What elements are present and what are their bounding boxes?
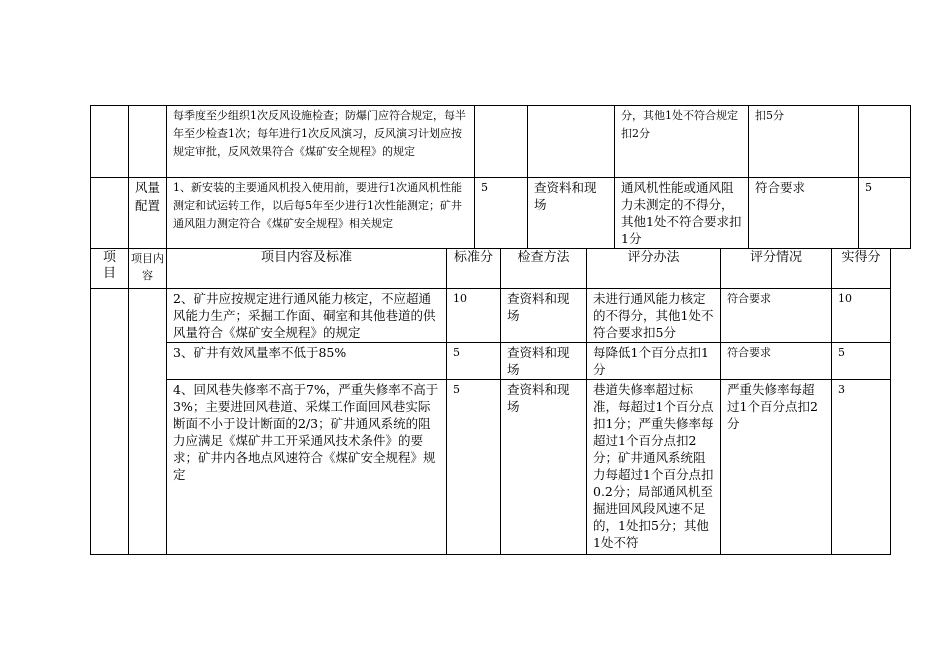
rule-cell: 每降低1个百分点扣1分 [587,343,721,380]
table-row [91,106,911,178]
item-content-cell [129,289,167,555]
content-cell: 3、矿井有效风量率不低于85% [167,343,447,380]
actual-cell [859,106,911,178]
score-cell: 5 [447,380,501,555]
content-cell: 每季度至少组织1次反风设施检查；防爆门应符合规定，每半年至少检查1次；每年进行1次反风演习，反风演习计划应按规定审批，反风效果符合《煤矿安全规程》的规定 [167,106,475,178]
score-cell: 5 [475,178,528,249]
method-cell: 查资料和现场 [528,178,615,249]
evaluation-cell: 符合要求 [721,343,832,380]
evaluation-cell: 符合要求 [721,289,832,343]
rule-cell: 分，其他1处不符合规定扣2分 [615,106,749,178]
table-row [91,343,891,380]
rule-cell: 未进行通风能力核定的不得分，其他1处不符合要求扣5分 [587,289,721,343]
actual-cell: 10 [832,289,891,343]
table-header-row [91,249,891,289]
score-cell: 10 [447,289,501,343]
rule-cell: 通风机性能或通风阻力未测定的不得分，其他1处不符合要求扣1分 [615,178,749,249]
category-cell: 风量配置 [129,178,167,249]
evaluation-cell: 严重失修率每超过1个百分点扣2分 [721,380,832,555]
method-cell [528,106,615,178]
header-check-method: 检查方法 [501,249,587,289]
table-row [91,380,891,555]
item-cell [91,289,129,555]
header-scoring-method: 评分办法 [587,249,721,289]
header-item-content: 项目内容 [129,249,167,289]
actual-cell: 5 [832,343,891,380]
scoring-table [90,248,891,555]
header-item: 项目 [91,249,129,289]
header-evaluation: 评分情况 [721,249,832,289]
score-cell [475,106,528,178]
header-actual-score: 实得分 [832,249,891,289]
evaluation-cell: 符合要求 [749,178,859,249]
method-cell: 查资料和现场 [501,380,587,555]
table-row [91,178,911,249]
content-cell: 1、新安装的主要通风机投入使用前，要进行1次通风机性能测定和试运转工作，以后每5年至少进行1次性能测定；矿井通风阻力测定符合《煤矿安全规程》相关规定 [167,178,475,249]
method-cell: 查资料和现场 [501,343,587,380]
content-cell: 4、回风巷失修率不高于7%，严重失修率不高于3%；主要进回风巷道、采煤工作面回风巷实际断面不小于设计断面的2/3；矿井通风系统的阻力应满足《煤矿井工开采通风技术条件》的要求；矿井内各地点风速符合《煤矿安全规程》规定 [167,380,447,555]
rule-cell: 巷道失修率超过标准，每超过1个百分点扣1分；严重失修率每超过1个百分点扣2分；矿井通风系统阻力每超过1个百分点扣0.2分；局部通风机至掘进回风段风速不足的，1处扣5分；其他1处不符 [587,380,721,555]
actual-cell: 5 [859,178,911,249]
content-cell: 2、矿井应按规定进行通风能力核定，不应超通风能力生产；采掘工作面、硐室和其他巷道的供风量符合《煤矿安全规程》的规定 [167,289,447,343]
header-content-standard: 项目内容及标准 [167,249,447,289]
header-standard-score: 标准分 [447,249,501,289]
item-cell [91,178,129,249]
table-row [91,289,891,343]
actual-cell: 3 [832,380,891,555]
method-cell: 查资料和现场 [501,289,587,343]
scoring-table-continued [90,105,911,249]
item-cell [91,106,129,178]
score-cell: 5 [447,343,501,380]
item-content-cell [129,106,167,178]
evaluation-cell: 扣5分 [749,106,859,178]
